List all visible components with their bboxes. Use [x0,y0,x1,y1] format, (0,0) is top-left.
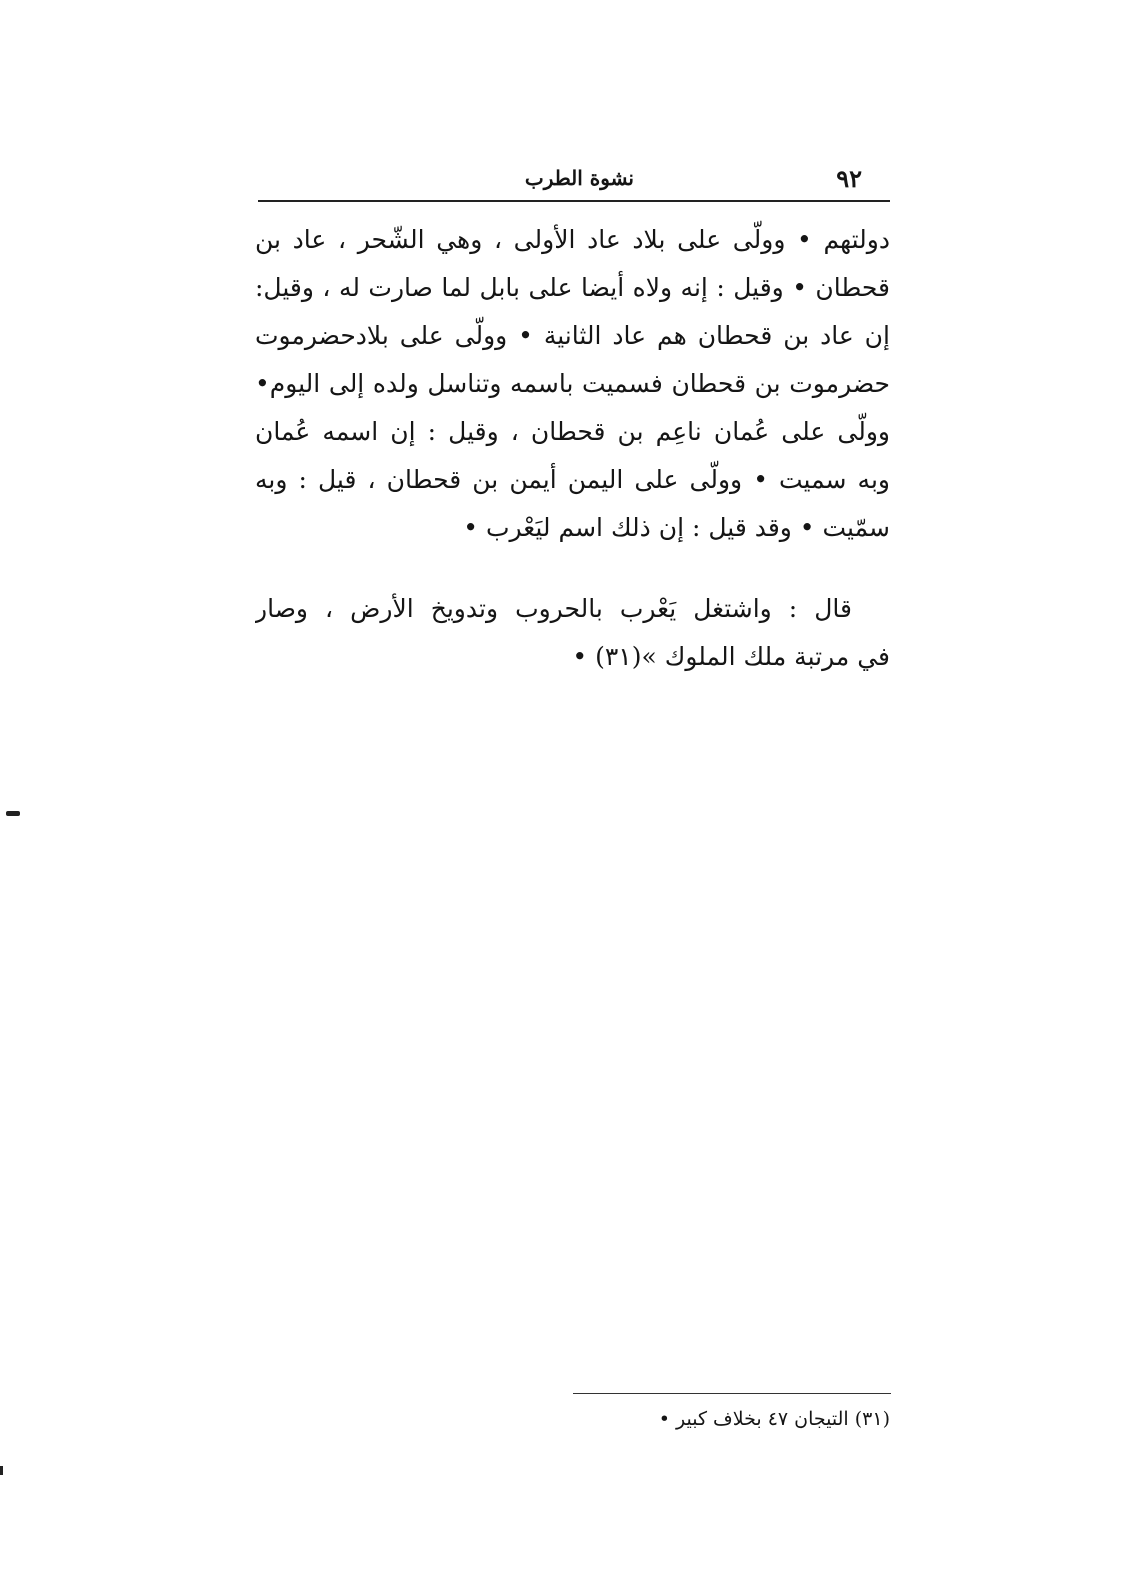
text-line: دولتهم • وولّى على بلاد عاد الأولى ، وهي الشّحر ، عاد بن [255,225,890,254]
header-rule [258,200,890,202]
book-title: نشوة الطرب [524,166,634,190]
scan-margin-mark [6,811,20,816]
text-line: وولّى على عُمان ناعِم بن قحطان ، وقيل : إن اسمه عُمان [255,417,890,446]
text-line: سمّيت • وقد قيل : إن ذلك اسم ليَعْرب • [463,513,890,542]
paragraph-2 [255,585,890,681]
footnote-rule [573,1393,891,1394]
footnote: (٣١) التيجان ٤٧ بخلاف كبير • [658,1408,890,1430]
text-line: في مرتبة ملك الملوك »(٣١) • [572,642,890,671]
text-line: وبه سميت • وولّى على اليمن أيمن بن قحطان ، قيل : وبه [255,465,890,494]
page-number: ٩٢ [836,164,862,193]
text-line: قال : واشتغل يَعْرب بالحروب وتدويخ الأرض ، وصار [255,594,852,623]
text-line: قحطان • وقيل : إنه ولاه أيضا على بابل لما صارت له ، وقيل: [255,273,890,302]
paragraph-1 [255,216,890,552]
text-line: إن عاد بن قحطان هم عاد الثانية • وولّى على بلادحضرموت [255,321,890,350]
scan-margin-mark [0,1466,3,1475]
text-line: حضرموت بن قحطان فسميت باسمه وتناسل ولده إلى اليوم• [255,369,890,398]
running-head [258,160,888,200]
